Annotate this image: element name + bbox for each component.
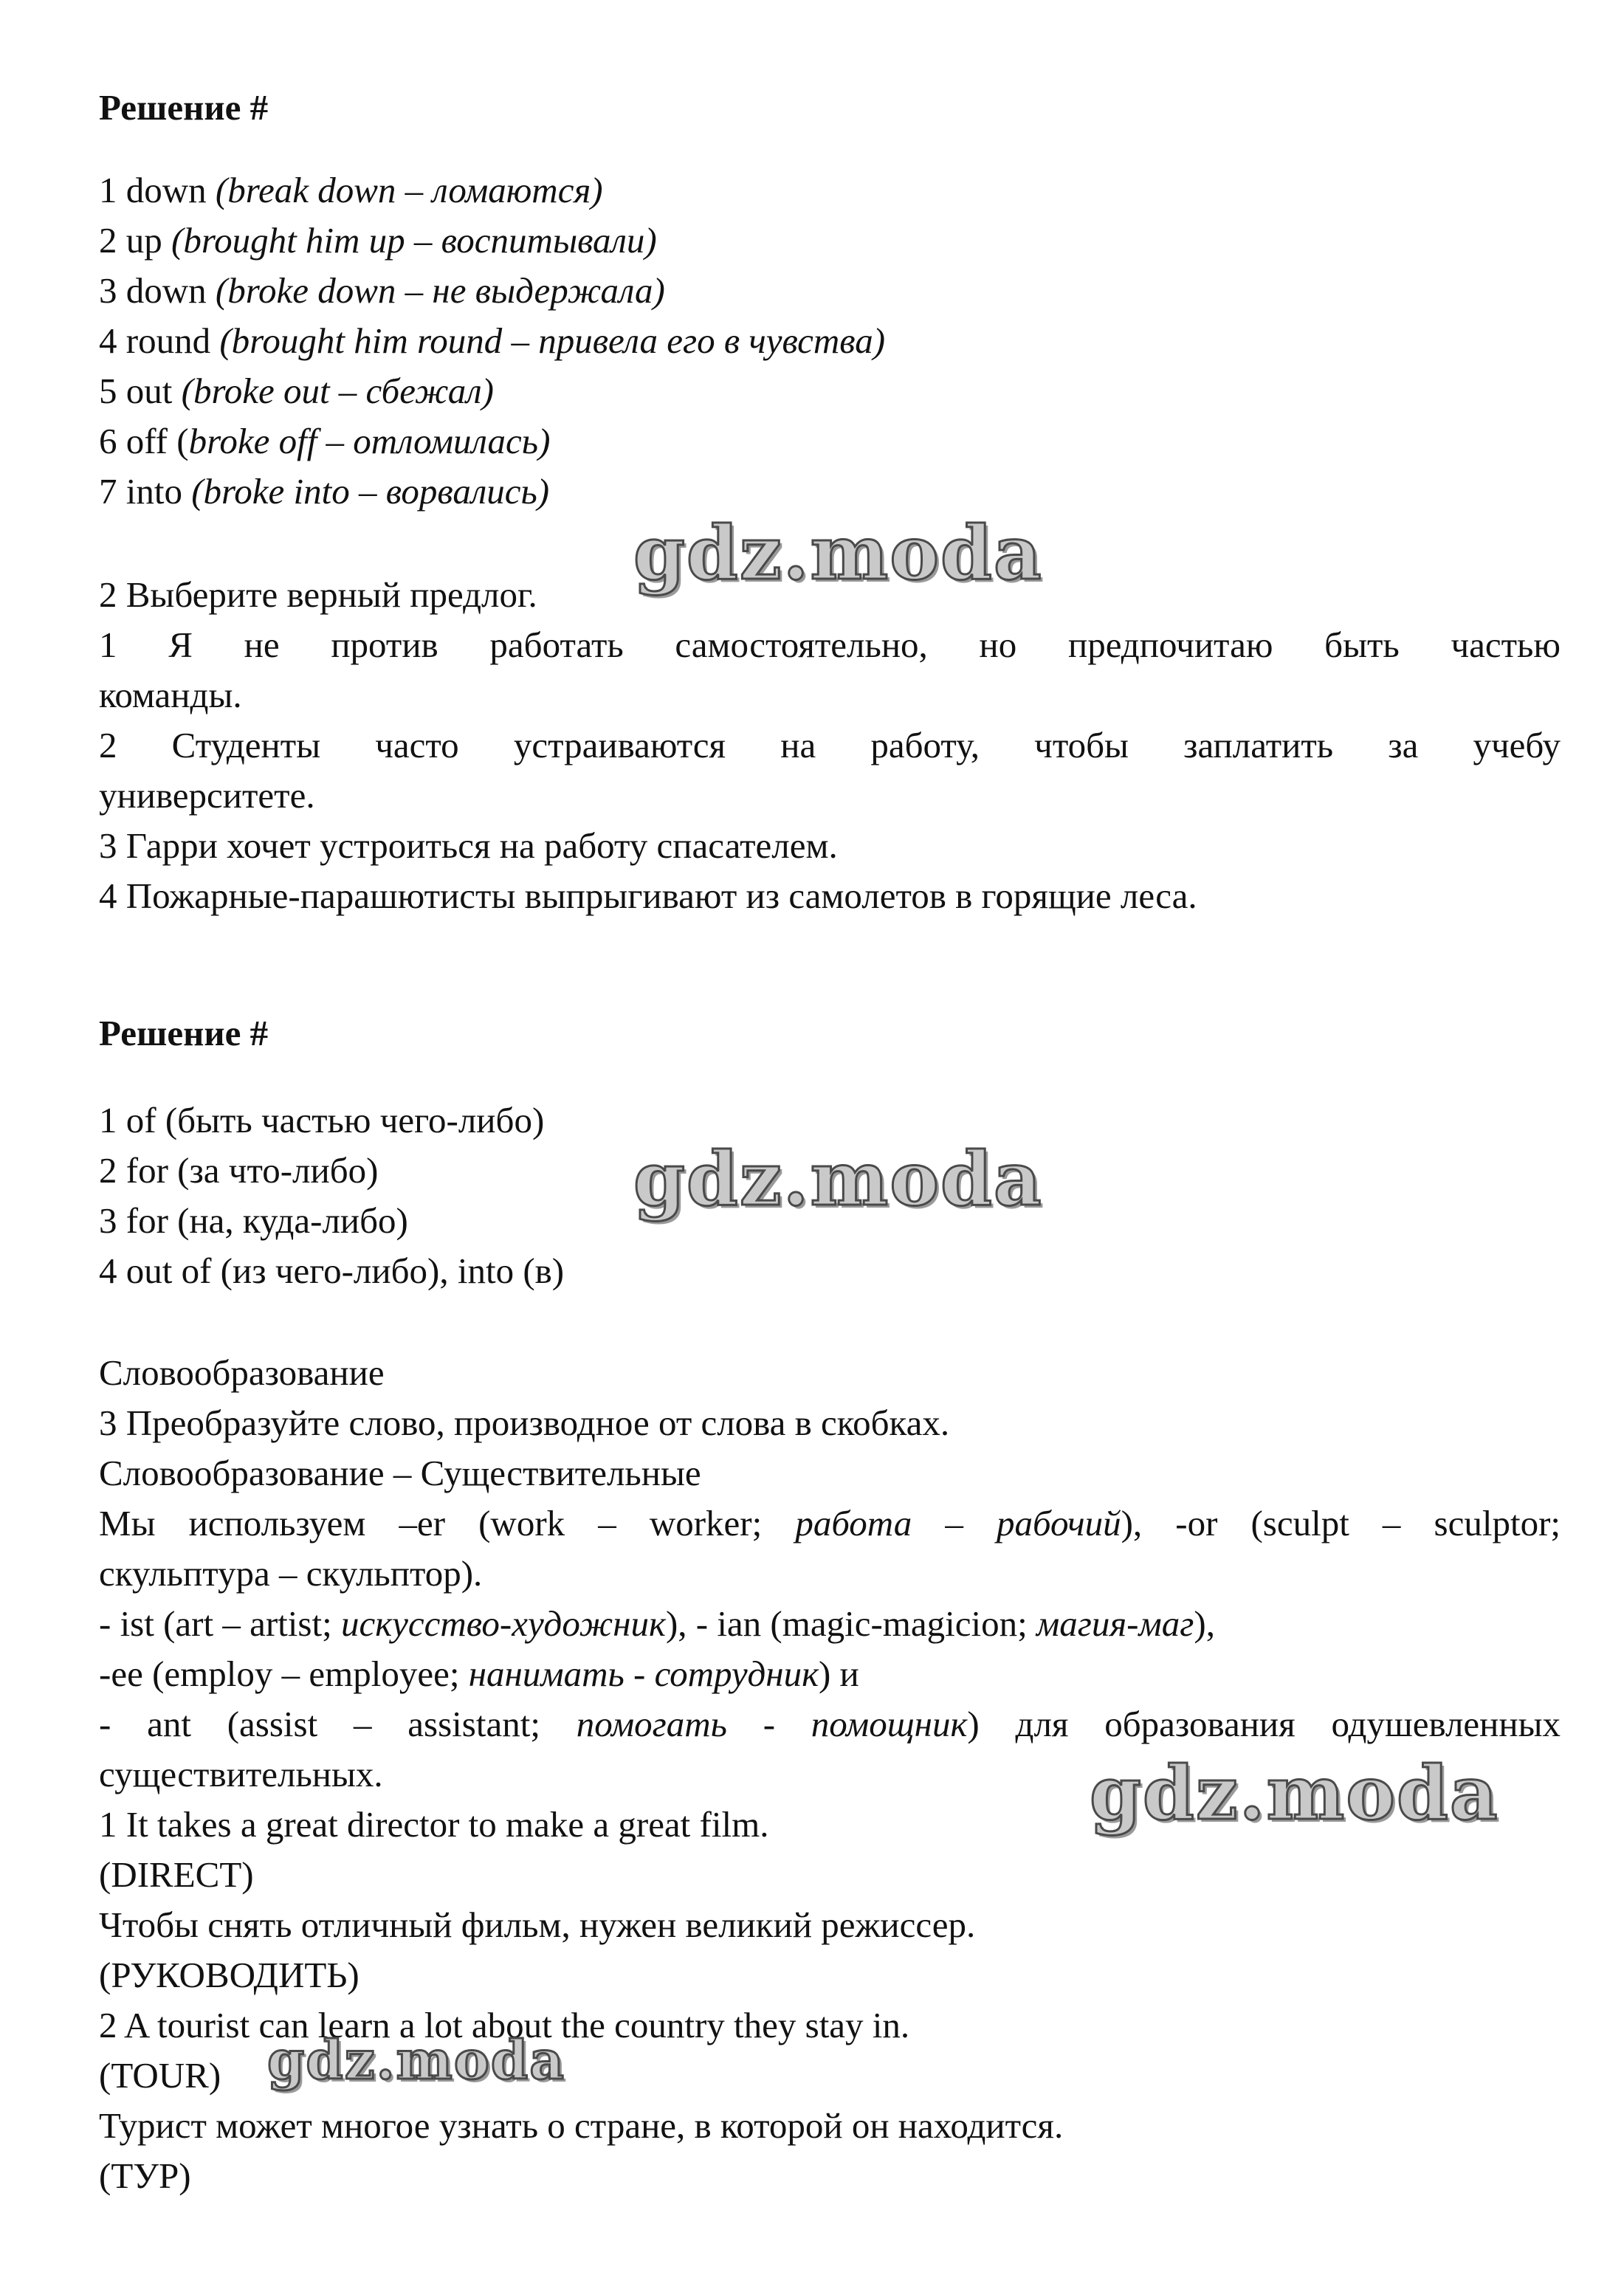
word-formation-title: Словообразование [99,1352,385,1393]
item-1-base-word: (DIRECT) [99,1854,254,1895]
watermark-logo: gdz.moda [633,1135,1043,1222]
watermark-logo: gdz.moda [633,509,1043,596]
prep-answer-3: 3 for (на, куда-либо) [99,1200,408,1241]
answer-5: 5 out (broke out – сбежал) [99,371,494,411]
answer-6: 6 off (broke off – отломилась) [99,421,551,461]
rule-line-1: Мы используем –er (work – worker; работа – рабочий), -or (sculpt – sculptor; [99,1503,1561,1543]
task-2-sentence-1-line-1: 1 Я не против работать самостоятельно, но предпочитаю быть частью [99,624,1561,665]
task-2-sentence-2-line-2: университете. [99,775,315,816]
rule-line-2: скульптура – скульптор). [99,1553,483,1594]
answer-3: 3 down (broke down – не выдержала) [99,270,665,311]
task-2-sentence-3: 3 Гарри хочет устроиться на работу спасателем. [99,825,838,866]
task-2-sentence-1-line-2: команды. [99,675,242,715]
answer-4: 4 round (brought him round – привела его в чувства) [99,320,886,361]
item-1-english: 1 It takes a great director to make a great film. [99,1804,769,1845]
rule-line-6: существительных. [99,1754,383,1794]
word-formation-subtitle: Словообразование – Существительные [99,1453,701,1493]
item-2-russian-base-word: (ТУР) [99,2155,191,2196]
prep-answer-2: 2 for (за что-либо) [99,1150,379,1191]
answer-1: 1 down (break down – ломаются) [99,170,603,210]
rule-line-5: - ant (assist – assistant; помогать - помощник) для образования одушевленных [99,1704,1561,1744]
task-2-sentence-4: 4 Пожарные-парашютисты выпрыгивают из самолетов в горящие леса. [99,875,1197,916]
item-2-russian: Турист может многое узнать о стране, в которой он находится. [99,2105,1064,2146]
item-1-russian: Чтобы снять отличный фильм, нужен великий режиссер. [99,1904,976,1945]
watermark-logo: gdz.moda [1090,1749,1499,1837]
rule-line-3: - ist (art – artist; искусство-художник), - ian (magic-magicion; магия-маг), [99,1603,1215,1644]
section-1-heading: Решение # [99,87,269,128]
prep-answer-4: 4 out of (из чего-либо), into (в) [99,1250,565,1291]
item-1-russian-base-word: (РУКОВОДИТЬ) [99,1955,359,1995]
answer-2: 2 up (brought him up – воспитывали) [99,220,657,261]
answer-7: 7 into (broke into – ворвались) [99,471,550,512]
prep-answer-1: 1 of (быть частью чего-либо) [99,1100,545,1140]
item-2-base-word: (TOUR) [99,2055,221,2096]
section-2-heading: Решение # [99,1013,269,1053]
task-2-title: 2 Выберите верный предлог. [99,574,537,615]
task-2-sentence-2-line-1: 2 Студенты часто устраиваются на работу, чтобы заплатить за учебу [99,725,1561,765]
item-2-english: 2 A tourist can learn a lot about the country they stay in. [99,2005,910,2045]
watermark-logo: gdz.moda [267,2028,565,2091]
word-formation-task: 3 Преобразуйте слово, производное от слова в скобках. [99,1402,950,1443]
rule-line-4: -ee (employ – employee; нанимать - сотрудник) и [99,1653,859,1694]
